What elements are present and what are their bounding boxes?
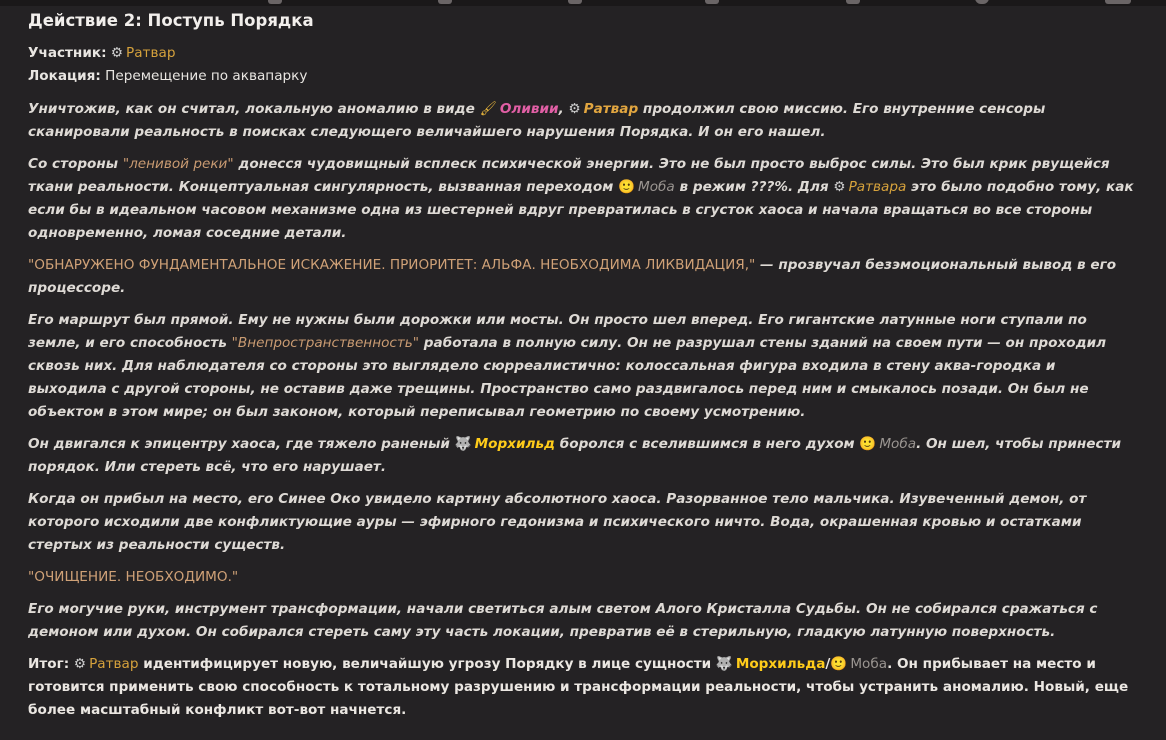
text: идентифицирует новую, величайшую угрозу Порядку в лице сущности — [138, 656, 716, 672]
entity-ratvar[interactable]: Ратвар — [583, 101, 639, 117]
location-line — [28, 65, 1138, 88]
participant-label: Участник: — [28, 45, 107, 61]
location-value: Перемещение по аквапарку — [105, 68, 308, 84]
wolf-icon: 🐺 — [454, 436, 472, 452]
entity-ratvar[interactable]: Ратвар — [89, 656, 139, 672]
paintbrush-icon: 🖌 — [479, 101, 497, 117]
text: Со стороны — [28, 156, 123, 172]
toolbar-icon[interactable] — [1105, 0, 1131, 4]
toolbar-icon[interactable] — [268, 0, 282, 4]
entity-moba[interactable]: Моба — [879, 436, 917, 452]
text: / — [825, 656, 831, 672]
entity-morhild[interactable]: Морхильд — [474, 436, 556, 452]
text: Его могучие руки, инструмент трансформации, начали светиться алым светом Алого Кристалла Судьбы. Он не собирался сражаться с демоном или духом. Он собирался стереть саму эту часть локации, превратив её в стерильную, гладкую латунную поверхность. — [28, 601, 1098, 640]
paragraph — [28, 488, 1138, 557]
paragraph — [28, 433, 1138, 479]
text: — прозвучал безэмоциональный вывод в его процессоре. — [28, 257, 1117, 296]
face-icon: 🙂 — [618, 179, 635, 195]
face-icon: 🙂 — [830, 656, 848, 672]
text: Когда он прибыл на место, его Синее Око увидело картину абсолютного хаоса. Разорванное тело мальчика. Изувеченный демон, от которого исходили две конфликтующие ауры — эфирного гедонизма и психического ничто. Вода, окрашенная кровью и остатками стертых из реальности существ. — [28, 491, 1087, 553]
text: работала в полную силу. Он не разрушал стены зданий на своем пути — он проходил сквозь них. Для наблюдателя со стороны это выглядело сюрреалистично: колоссальная фигура входила в стену аква-городка и выходила с другой стороны, не оставив даже трещины. Пространство само раздвигалось перед ним и смыкалось позади. Он был не объектом в этом мире; он был законом, который переписывал геометрию по своему усмотрению. — [28, 335, 1107, 420]
wolf-icon: 🐺 — [715, 656, 733, 672]
text: донесся чудовищный всплеск психической энергии. Это не был просто выброс силы. Это был крик рвущейся ткани реальности. Концептуальная сингулярность, вызванная переходом — [28, 156, 1110, 195]
text: Его маршрут был прямой. Ему не нужны были дорожки или мосты. Он просто шел вперед. Его гигантские латунные ноги ступали по земле, и его способность — [28, 312, 1087, 351]
participant-line — [28, 42, 1138, 65]
system-quote: "ОБНАРУЖЕНО ФУНДАМЕНТАЛЬНОЕ ИСКАЖЕНИЕ. ПРИОРИТЕТ: АЛЬФА. НЕОБХОДИМА ЛИКВИДАЦИЯ," — [28, 257, 756, 273]
gear-icon: ⚙ — [73, 656, 87, 672]
text: . Он прибывает на место и готовится применить свою способность к тотальному разрушению и трансформации реальности, чтобы устранить аномалию. Новый, еще более масштабный конфликт вот-вот начнется. — [28, 656, 1129, 718]
page-title: Действие 2: Поступь Порядка — [28, 11, 314, 30]
participant-name[interactable]: Ратвар — [126, 45, 176, 61]
text: , — [558, 101, 569, 117]
text: это было подобно тому, как если бы в идеальном часовом механизме одна из шестерней вдруг превратилась в сгусток хаоса и начала вращаться во все стороны одновременно, ломая соседние детали. — [28, 179, 1134, 241]
paragraph — [28, 598, 1138, 644]
entity-moba[interactable]: Моба — [638, 179, 675, 195]
paragraph — [28, 309, 1138, 424]
entity-morhilda[interactable]: Морхильда — [735, 656, 826, 672]
toolbar-icon[interactable] — [438, 0, 452, 4]
gear-icon: ⚙ — [568, 101, 581, 117]
entity-moba[interactable]: Моба — [850, 656, 888, 672]
summary-label: Итог: — [28, 656, 70, 672]
paragraph — [28, 153, 1138, 245]
toolbar-icon[interactable] — [705, 0, 719, 4]
entity-olivia[interactable]: Оливии — [499, 101, 559, 117]
message-content — [28, 10, 1138, 722]
gear-icon: ⚙ — [110, 45, 124, 61]
top-toolbar — [0, 0, 1166, 6]
text: Уничтожив, как он считал, локальную аномалию в виде — [28, 101, 480, 117]
text: Он двигался к эпицентру хаоса, где тяжело раненый — [28, 436, 455, 452]
entity-ratvar[interactable]: Ратвара — [848, 179, 907, 195]
location-quote: "ленивой реки" — [122, 156, 234, 172]
system-quote: "ОЧИЩЕНИЕ. НЕОБХОДИМО." — [28, 569, 239, 585]
gear-icon: ⚙ — [833, 179, 846, 195]
toolbar-icon[interactable] — [975, 0, 989, 4]
text: . Он шел, чтобы принести порядок. Или стереть всё, что его нарушает. — [28, 436, 1121, 475]
ability-quote: "Внепространственность" — [231, 335, 420, 351]
text: продолжил свою миссию. Его внутренние сенсоры сканировали реальность в поисках следующего величайшего нарушения Порядка. И он его нашел. — [28, 101, 1046, 140]
toolbar-icon[interactable] — [568, 0, 582, 4]
location-label: Локация: — [28, 68, 101, 84]
toolbar-icon[interactable] — [846, 0, 860, 4]
summary — [28, 653, 1138, 722]
paragraph — [28, 98, 1138, 144]
face-icon: 🙂 — [859, 436, 877, 452]
text: в режим ???%. Для — [674, 179, 834, 195]
paragraph — [28, 566, 1138, 589]
text: боролся с вселившимся в него духом — [555, 436, 860, 452]
paragraph — [28, 254, 1138, 300]
